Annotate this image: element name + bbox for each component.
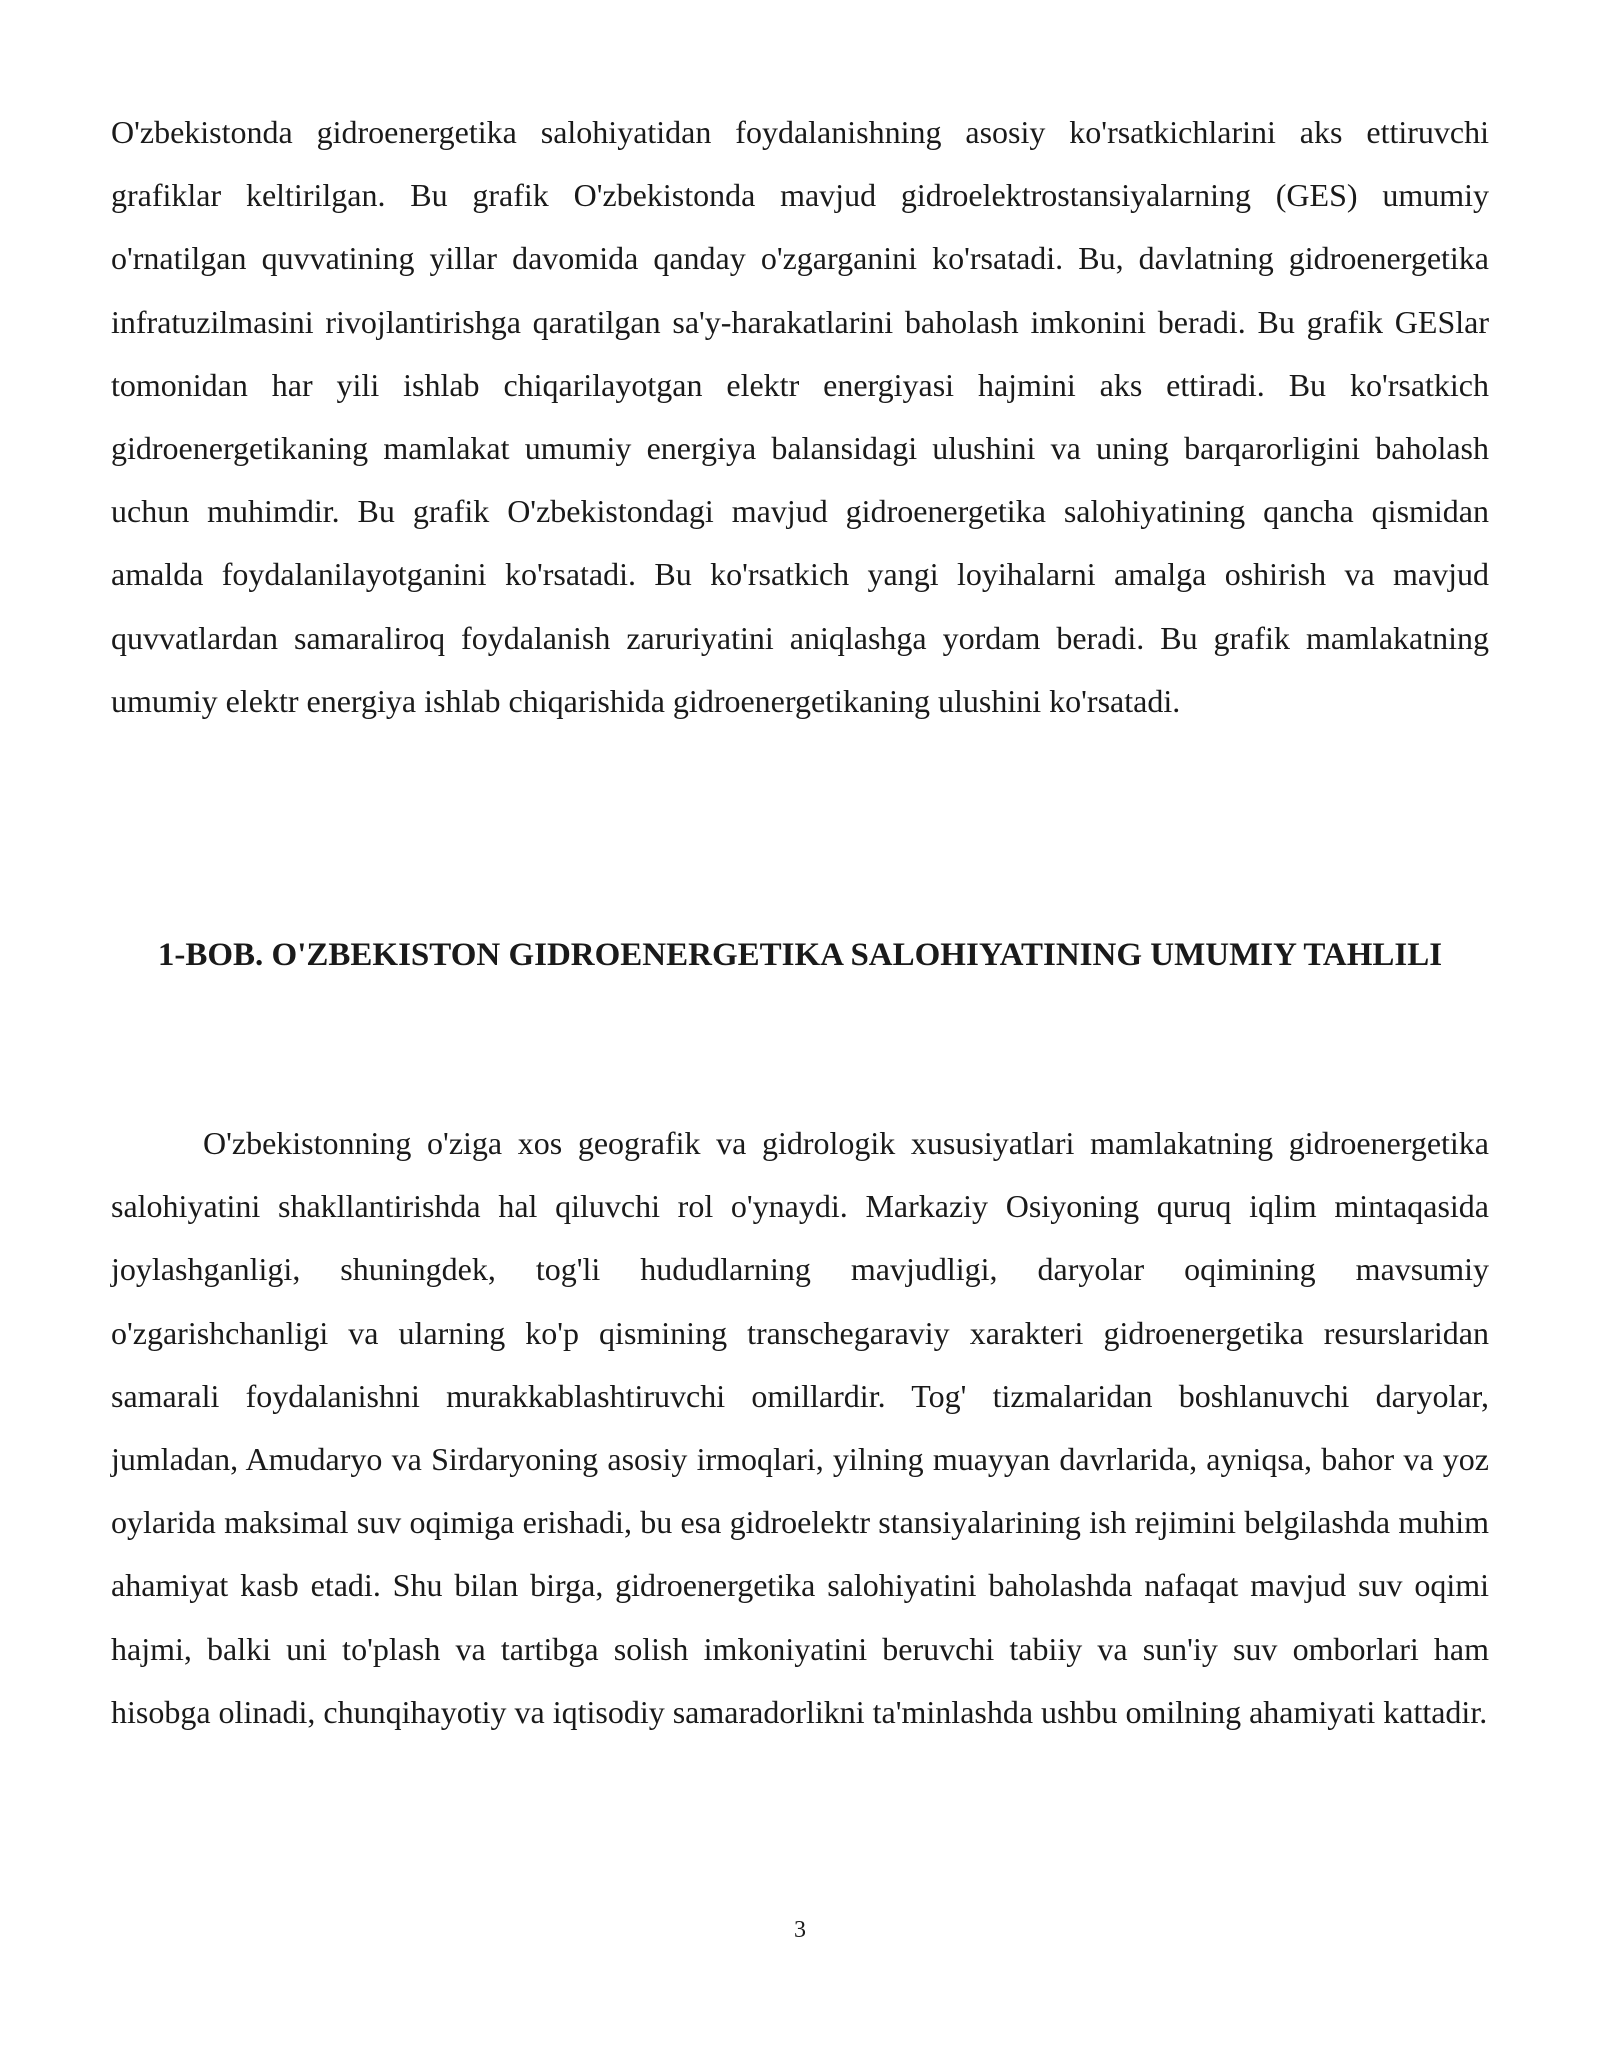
chapter-paragraph: O'zbekistonning o'ziga xos geografik va gidrologik xususiyatlari mamlakatning gidroenergetika salohiyatini shakllantirishda hal qiluvchi rol o'ynaydi. Markaziy Osiyoning quruq iqlim mintaqasida joylashganligi, shuningdek, tog'li hududlarning mavjudligi, daryolar oqimining mavsumiy o'zgarishchanligi va ularning ko'p qismining transchegaraviy xarakteri gidroenergetika resurslaridan samarali foydalanishni murakkablashtiruvchi omillardir. Tog' tizmalaridan boshlanuvchi daryolar, jumladan, Amudaryo va Sirdaryoning asosiy irmoqlari, yilning muayyan davrlarida, ayniqsa, bahor va yoz oylarida maksimal suv oqimiga erishadi, bu esa gidroelektr stansiyalarining ish rejimini belgilashda muhim ahamiyat kasb etadi. Shu bilan birga, gidroenergetika salohiyatini baholashda nafaqat mavjud suv oqimi hajmi, balki uni to'plash va tartibga solish imkoniyatini beruvchi tabiiy va sun'iy suv omborlari ham hisobga olinadi, chunqihayotiy va iqtisodiy samaradorlikni ta'minlashda ushbu omilning ahamiyati kattadir. xyxy=(111,1125,1489,1730)
intro-paragraph: O'zbekistonda gidroenergetika salohiyatidan foydalanishning asosiy ko'rsatkichlarini aks ettiruvchi grafiklar keltirilgan. Bu grafik O'zbekistonda mavjud gidroelektrostansiyalarning (GES) umumiy o'rnatilgan quvvatining yillar davomida qanday o'zgarganini ko'rsatadi. Bu, davlatning gidroenergetika infratuzilmasini rivojlantirishga qaratilgan sa'y-harakatlarini baholash imkonini beradi. Bu grafik GESlar tomonidan har yili ishlab chiqarilayotgan elektr energiyasi hajmini aks ettiradi. Bu ko'rsatkich gidroenergetikaning mamlakat umumiy energiya balansidagi ulushini va uning barqarorligini baholash uchun muhimdir. Bu grafik O'zbekistondagi mavjud gidroenergetika salohiyatining qancha qismidan amalda foydalanilayotganini ko'rsatadi. Bu ko'rsatkich yangi loyihalarni amalga oshirish va mavjud quvvatlardan samaraliroq foydalanish zaruriyatini aniqlashga yordam beradi. Bu grafik mamlakatning umumiy elektr energiya ishlab chiqarishida gidroenergetikaning ulushini ko'rsatadi. xyxy=(111,114,1489,719)
chapter-title: 1-BOB. O'ZBEKISTON GIDROENERGETIKA SALOHIYATINING UMUMIY TAHLILI xyxy=(157,937,1443,973)
page-number: 3 xyxy=(794,1917,806,1943)
